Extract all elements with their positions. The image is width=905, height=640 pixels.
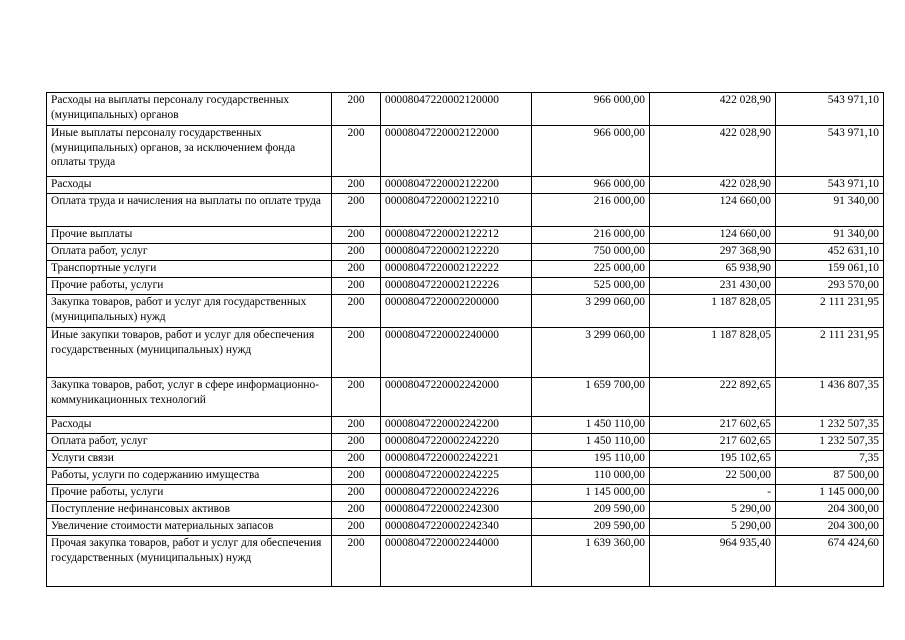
line-code-cell: 200 <box>332 194 381 227</box>
table-row <box>47 468 884 485</box>
classification-code-cell: 00008047220002122220 <box>381 244 532 261</box>
expense-name-cell: Прочие работы, услуги <box>47 485 332 502</box>
expense-name-cell: Прочие работы, услуги <box>47 278 332 295</box>
remaining-amount-cell: 543 971,10 <box>776 177 884 194</box>
expense-name-cell: Расходы <box>47 177 332 194</box>
table-row <box>47 485 884 502</box>
line-code-cell: 200 <box>332 536 381 587</box>
classification-code-cell: 00008047220002242221 <box>381 451 532 468</box>
executed-amount-cell: 124 660,00 <box>650 227 776 244</box>
executed-amount-cell: 297 368,90 <box>650 244 776 261</box>
classification-code-cell: 00008047220002122212 <box>381 227 532 244</box>
expense-name-cell: Оплата работ, услуг <box>47 434 332 451</box>
table-row <box>47 278 884 295</box>
approved-amount-cell: 110 000,00 <box>532 468 650 485</box>
expense-name-cell: Поступление нефинансовых активов <box>47 502 332 519</box>
executed-amount-cell: 1 187 828,05 <box>650 328 776 378</box>
expense-name-cell: Расходы <box>47 417 332 434</box>
classification-code-cell: 00008047220002120000 <box>381 93 532 126</box>
executed-amount-cell: 964 935,40 <box>650 536 776 587</box>
classification-code-cell: 00008047220002242200 <box>381 417 532 434</box>
table-row <box>47 93 884 126</box>
executed-amount-cell: 422 028,90 <box>650 177 776 194</box>
approved-amount-cell: 3 299 060,00 <box>532 295 650 328</box>
classification-code-cell: 00008047220002242225 <box>381 468 532 485</box>
executed-amount-cell: 422 028,90 <box>650 93 776 126</box>
remaining-amount-cell: 87 500,00 <box>776 468 884 485</box>
expense-name-cell: Закупка товаров, работ и услуг для государственных (муниципальных) нужд <box>47 295 332 328</box>
line-code-cell: 200 <box>332 328 381 378</box>
expense-name-cell: Иные закупки товаров, работ и услуг для обеспечения государственных (муниципальных) нужд <box>47 328 332 378</box>
approved-amount-cell: 750 000,00 <box>532 244 650 261</box>
executed-amount-cell: - <box>650 485 776 502</box>
executed-amount-cell: 5 290,00 <box>650 519 776 536</box>
classification-code-cell: 00008047220002122000 <box>381 126 532 177</box>
remaining-amount-cell: 452 631,10 <box>776 244 884 261</box>
remaining-amount-cell: 543 971,10 <box>776 126 884 177</box>
line-code-cell: 200 <box>332 244 381 261</box>
table-row <box>47 126 884 177</box>
table-row <box>47 417 884 434</box>
table-row <box>47 261 884 278</box>
classification-code-cell: 00008047220002200000 <box>381 295 532 328</box>
executed-amount-cell: 217 602,65 <box>650 434 776 451</box>
remaining-amount-cell: 1 145 000,00 <box>776 485 884 502</box>
expense-name-cell: Транспортные услуги <box>47 261 332 278</box>
line-code-cell: 200 <box>332 177 381 194</box>
remaining-amount-cell: 1 232 507,35 <box>776 434 884 451</box>
executed-amount-cell: 217 602,65 <box>650 417 776 434</box>
remaining-amount-cell: 1 436 807,35 <box>776 378 884 417</box>
approved-amount-cell: 1 639 360,00 <box>532 536 650 587</box>
classification-code-cell: 00008047220002244000 <box>381 536 532 587</box>
budget-execution-table <box>46 92 884 587</box>
classification-code-cell: 00008047220002122226 <box>381 278 532 295</box>
classification-code-cell: 00008047220002122222 <box>381 261 532 278</box>
table-row <box>47 244 884 261</box>
executed-amount-cell: 124 660,00 <box>650 194 776 227</box>
approved-amount-cell: 966 000,00 <box>532 177 650 194</box>
approved-amount-cell: 209 590,00 <box>532 519 650 536</box>
expense-name-cell: Прочая закупка товаров, работ и услуг для обеспечения государственных (муниципальных) нужд <box>47 536 332 587</box>
line-code-cell: 200 <box>332 451 381 468</box>
expense-name-cell: Оплата труда и начисления на выплаты по оплате труда <box>47 194 332 227</box>
expense-name-cell: Расходы на выплаты персоналу государственных (муниципальных) органов <box>47 93 332 126</box>
expense-name-cell: Услуги связи <box>47 451 332 468</box>
executed-amount-cell: 5 290,00 <box>650 502 776 519</box>
executed-amount-cell: 22 500,00 <box>650 468 776 485</box>
table-row <box>47 328 884 378</box>
remaining-amount-cell: 543 971,10 <box>776 93 884 126</box>
approved-amount-cell: 1 450 110,00 <box>532 434 650 451</box>
expense-name-cell: Иные выплаты персоналу государственных (муниципальных) органов, за исключением фонда оплаты труда <box>47 126 332 177</box>
table-row <box>47 434 884 451</box>
classification-code-cell: 00008047220002122200 <box>381 177 532 194</box>
remaining-amount-cell: 293 570,00 <box>776 278 884 295</box>
executed-amount-cell: 222 892,65 <box>650 378 776 417</box>
remaining-amount-cell: 204 300,00 <box>776 519 884 536</box>
approved-amount-cell: 195 110,00 <box>532 451 650 468</box>
line-code-cell: 200 <box>332 434 381 451</box>
table-row <box>47 536 884 587</box>
line-code-cell: 200 <box>332 468 381 485</box>
approved-amount-cell: 216 000,00 <box>532 194 650 227</box>
remaining-amount-cell: 204 300,00 <box>776 502 884 519</box>
approved-amount-cell: 1 450 110,00 <box>532 417 650 434</box>
line-code-cell: 200 <box>332 295 381 328</box>
line-code-cell: 200 <box>332 378 381 417</box>
remaining-amount-cell: 159 061,10 <box>776 261 884 278</box>
classification-code-cell: 00008047220002242300 <box>381 502 532 519</box>
approved-amount-cell: 209 590,00 <box>532 502 650 519</box>
line-code-cell: 200 <box>332 93 381 126</box>
approved-amount-cell: 1 659 700,00 <box>532 378 650 417</box>
remaining-amount-cell: 91 340,00 <box>776 227 884 244</box>
table-row <box>47 227 884 244</box>
line-code-cell: 200 <box>332 278 381 295</box>
expense-name-cell: Оплата работ, услуг <box>47 244 332 261</box>
table-row <box>47 502 884 519</box>
line-code-cell: 200 <box>332 417 381 434</box>
line-code-cell: 200 <box>332 261 381 278</box>
table-row <box>47 194 884 227</box>
table-row <box>47 378 884 417</box>
expense-name-cell: Прочие выплаты <box>47 227 332 244</box>
approved-amount-cell: 966 000,00 <box>532 126 650 177</box>
table-row <box>47 519 884 536</box>
classification-code-cell: 00008047220002242220 <box>381 434 532 451</box>
line-code-cell: 200 <box>332 227 381 244</box>
executed-amount-cell: 1 187 828,05 <box>650 295 776 328</box>
executed-amount-cell: 65 938,90 <box>650 261 776 278</box>
approved-amount-cell: 966 000,00 <box>532 93 650 126</box>
classification-code-cell: 00008047220002242000 <box>381 378 532 417</box>
executed-amount-cell: 195 102,65 <box>650 451 776 468</box>
executed-amount-cell: 231 430,00 <box>650 278 776 295</box>
table-row <box>47 451 884 468</box>
remaining-amount-cell: 7,35 <box>776 451 884 468</box>
executed-amount-cell: 422 028,90 <box>650 126 776 177</box>
expense-name-cell: Увеличение стоимости материальных запасов <box>47 519 332 536</box>
classification-code-cell: 00008047220002240000 <box>381 328 532 378</box>
classification-code-cell: 00008047220002122210 <box>381 194 532 227</box>
approved-amount-cell: 225 000,00 <box>532 261 650 278</box>
approved-amount-cell: 1 145 000,00 <box>532 485 650 502</box>
remaining-amount-cell: 2 111 231,95 <box>776 295 884 328</box>
line-code-cell: 200 <box>332 485 381 502</box>
remaining-amount-cell: 1 232 507,35 <box>776 417 884 434</box>
line-code-cell: 200 <box>332 126 381 177</box>
classification-code-cell: 00008047220002242340 <box>381 519 532 536</box>
approved-amount-cell: 525 000,00 <box>532 278 650 295</box>
expense-name-cell: Работы, услуги по содержанию имущества <box>47 468 332 485</box>
remaining-amount-cell: 91 340,00 <box>776 194 884 227</box>
line-code-cell: 200 <box>332 519 381 536</box>
table-row <box>47 177 884 194</box>
expense-name-cell: Закупка товаров, работ, услуг в сфере информационно-коммуникационных технологий <box>47 378 332 417</box>
classification-code-cell: 00008047220002242226 <box>381 485 532 502</box>
remaining-amount-cell: 674 424,60 <box>776 536 884 587</box>
line-code-cell: 200 <box>332 502 381 519</box>
remaining-amount-cell: 2 111 231,95 <box>776 328 884 378</box>
table-row <box>47 295 884 328</box>
approved-amount-cell: 3 299 060,00 <box>532 328 650 378</box>
approved-amount-cell: 216 000,00 <box>532 227 650 244</box>
